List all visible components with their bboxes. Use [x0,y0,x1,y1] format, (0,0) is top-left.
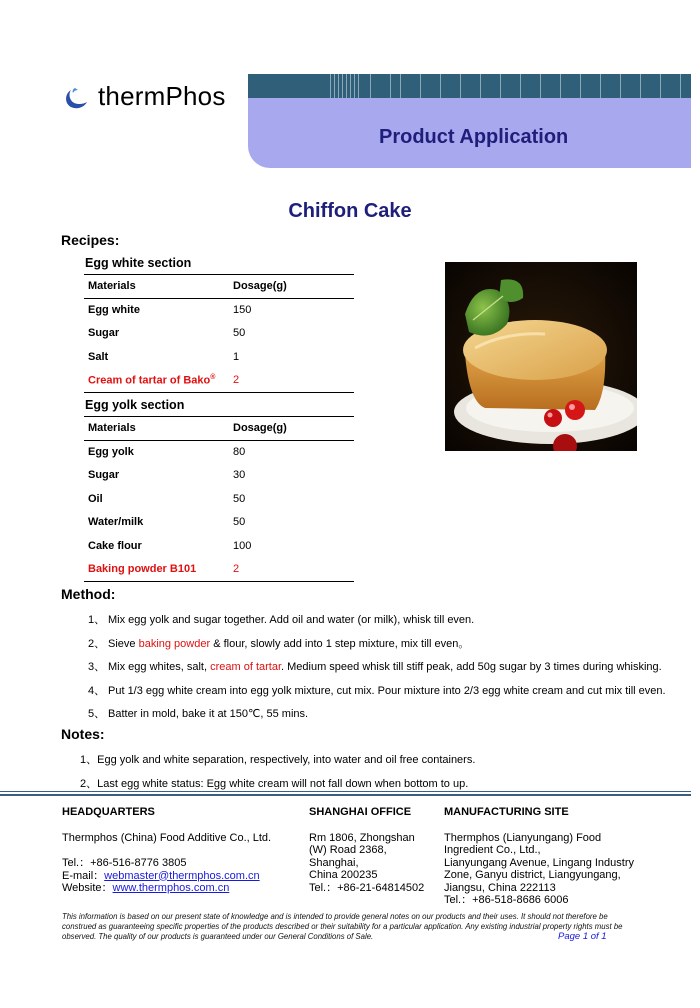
dosage-cell: 50 [233,516,246,529]
col-materials: Materials [84,275,229,299]
egg-yolk-section-title: Egg yolk section [85,398,185,412]
material-cell: Oil [88,492,103,505]
step-text: Mix egg yolk and sugar together. Add oil and water (or milk), whisk till even. [108,614,475,626]
band-stripe [680,74,681,98]
table-header-row [84,275,354,299]
step-number: 3、 [88,661,106,673]
band-stripe [420,74,421,98]
step-highlight: cream of tartar [210,661,282,673]
table-row [84,511,354,535]
dosage-cell: 2 [229,369,354,393]
page-title: Chiffon Cake [288,200,412,222]
method-steps [88,611,666,729]
band-stripe [660,74,661,98]
table-row [84,558,354,582]
recipes-heading: Recipes: [61,232,120,248]
footer-divider [0,791,691,796]
band-stripe [330,74,331,98]
dosage-cell: 80 [233,446,246,458]
dosage-cell: 150 [233,304,252,316]
dosage-cell: 100 [233,539,252,552]
method-step [88,635,666,659]
dosage-cell: 2 [229,558,354,582]
band-stripe [370,74,371,98]
step-number: 5、 [88,708,106,720]
band-stripe [480,74,481,98]
step-number: 2、 [88,637,106,650]
step-number: 4、 [88,684,106,697]
header-band-stripes [330,74,691,98]
band-stripe [600,74,601,98]
hq-email-row [62,870,271,883]
hq-heading: HEADQUARTERS [62,806,155,818]
step-text: & flour, slowly add into 1 step mixture, mix till even。 [210,637,470,650]
band-stripe [350,74,351,98]
website-link[interactable]: www.thermphos.com.cn [112,882,230,894]
band-stripe [342,74,343,98]
dosage-cell: 30 [233,469,246,482]
step-number: 1、 [88,614,106,626]
band-stripe [460,74,461,98]
egg-yolk-table [84,416,354,582]
page-number: Page 1 of 1 [558,931,607,942]
step-highlight: baking powder [138,637,211,650]
band-stripe [520,74,521,98]
method-step [88,611,666,635]
address-line: (W) Road 2368, [309,844,387,856]
egg-white-section-title: Egg white section [85,256,192,270]
brand-name: thermPhos [98,80,226,111]
col-dosage: Dosage(g) [229,275,354,299]
hq-company: Thermphos (China) Food Additive Co., Ltd. [62,831,272,844]
footer-headquarters [62,806,271,895]
table-row [84,369,354,393]
address-line: Lianyungang Avenue, Lingang Industry [444,856,635,869]
band-stripe [338,74,339,98]
material-cell: Baking powder B101 [84,558,229,582]
egg-white-table [84,274,354,393]
brand-logo [62,76,226,116]
header-band [248,74,691,98]
shanghai-tel: Tel.：+86-21-64814502 [309,881,425,894]
method-step [88,705,666,729]
legal-disclaimer: This information is based on our present state of knowledge and is intended to provide general notes on our products and their uses. It should not therefore be construed as guaranteeing specific properties of the products described or their suitability for a particular application. Any existing industrial property rights must be observed. The quality of our products is guaranteed under our General Conditions of Sale. [62,912,623,941]
col-dosage: Dosage(g) [229,417,354,441]
address-line: Shanghai, [309,856,359,869]
step-text: Sieve [108,637,139,650]
material-cell: Egg white [88,304,140,316]
step-text: . Medium speed whisk till stiff peak, add 50g sugar by 3 times during whisking. [281,661,662,673]
method-step [88,682,666,706]
dosage-cell: 1 [233,350,240,363]
table-header-row [84,417,354,441]
band-stripe [400,74,401,98]
band-title: Product Application [379,126,569,148]
band-stripe [390,74,391,98]
notes-heading: Notes: [61,726,105,742]
email-label: E-mail： [62,869,105,882]
shanghai-heading: SHANGHAI OFFICE [309,806,412,818]
footer-shanghai-office [309,806,424,894]
material-cell: Salt [88,350,109,363]
band-stripe [540,74,541,98]
email-link[interactable]: webmaster@thermphos.com.cn [104,869,260,882]
band-stripe [640,74,641,98]
manufacturing-tel: Tel.：+86-518-8686 6006 [444,894,569,906]
manufacturing-heading: MANUFACTURING SITE [444,806,569,818]
table-row [84,298,354,322]
address-line: Ingredient Co., Ltd., [444,844,541,856]
header-panel [248,98,691,168]
footer-manufacturing-site [444,806,634,907]
material-cell: Water/milk [88,516,144,529]
registered-mark: ® [210,373,216,381]
dosage-cell: 50 [233,327,246,340]
material-cell: Cake flour [88,539,142,552]
material-name: Cream of tartar of Bako [88,374,211,387]
table-row [84,440,354,464]
band-stripe [354,74,355,98]
note-item: 2、Last egg white status: Egg white cream will not fall down when bottom to up. [80,777,469,790]
address-line: Rm 1806, Zhongshan [309,831,415,844]
address-line: China 200235 [309,869,378,881]
hq-tel: Tel.：+86-516-8776 3805 [62,857,187,869]
table-row [84,487,354,511]
table-row [84,322,354,346]
dosage-cell: 50 [233,492,246,505]
address-line: Thermphos (Lianyungang) Food [444,831,602,844]
band-stripe [334,74,335,98]
hq-website-row [62,882,271,895]
step-text: Put 1/3 egg white cream into egg yolk mixture, cut mix. Pour mixture into 2/3 egg white cream and cut mix till even. [108,684,666,697]
band-stripe [500,74,501,98]
band-stripe [620,74,621,98]
table-row [84,534,354,558]
thermphos-logo-icon [62,78,90,114]
address-line: Jiangsu, China 222113 [444,881,556,894]
band-stripe [358,74,359,98]
step-text: Batter in mold, bake it at 150℃, 55 mins. [108,708,309,720]
band-stripe [580,74,581,98]
material-cell: Sugar [88,469,120,482]
table-row [84,345,354,369]
table-row [84,464,354,488]
address-line: Zone, Ganyu district, Liangyungang, [444,869,621,881]
method-step [88,658,666,682]
band-stripe [440,74,441,98]
chiffon-cake-photo [445,262,637,451]
material-cell: Egg yolk [88,446,134,458]
band-stripe [346,74,347,98]
col-materials: Materials [84,417,229,441]
note-item: 1、Egg yolk and white separation, respectively, into water and oil free containers. [80,754,476,766]
step-text: Mix egg whites, salt, [108,661,211,673]
band-stripe [560,74,561,98]
material-cell: Sugar [88,327,120,340]
method-heading: Method: [61,586,116,602]
material-cell [84,369,229,393]
website-label: Website： [62,882,113,894]
